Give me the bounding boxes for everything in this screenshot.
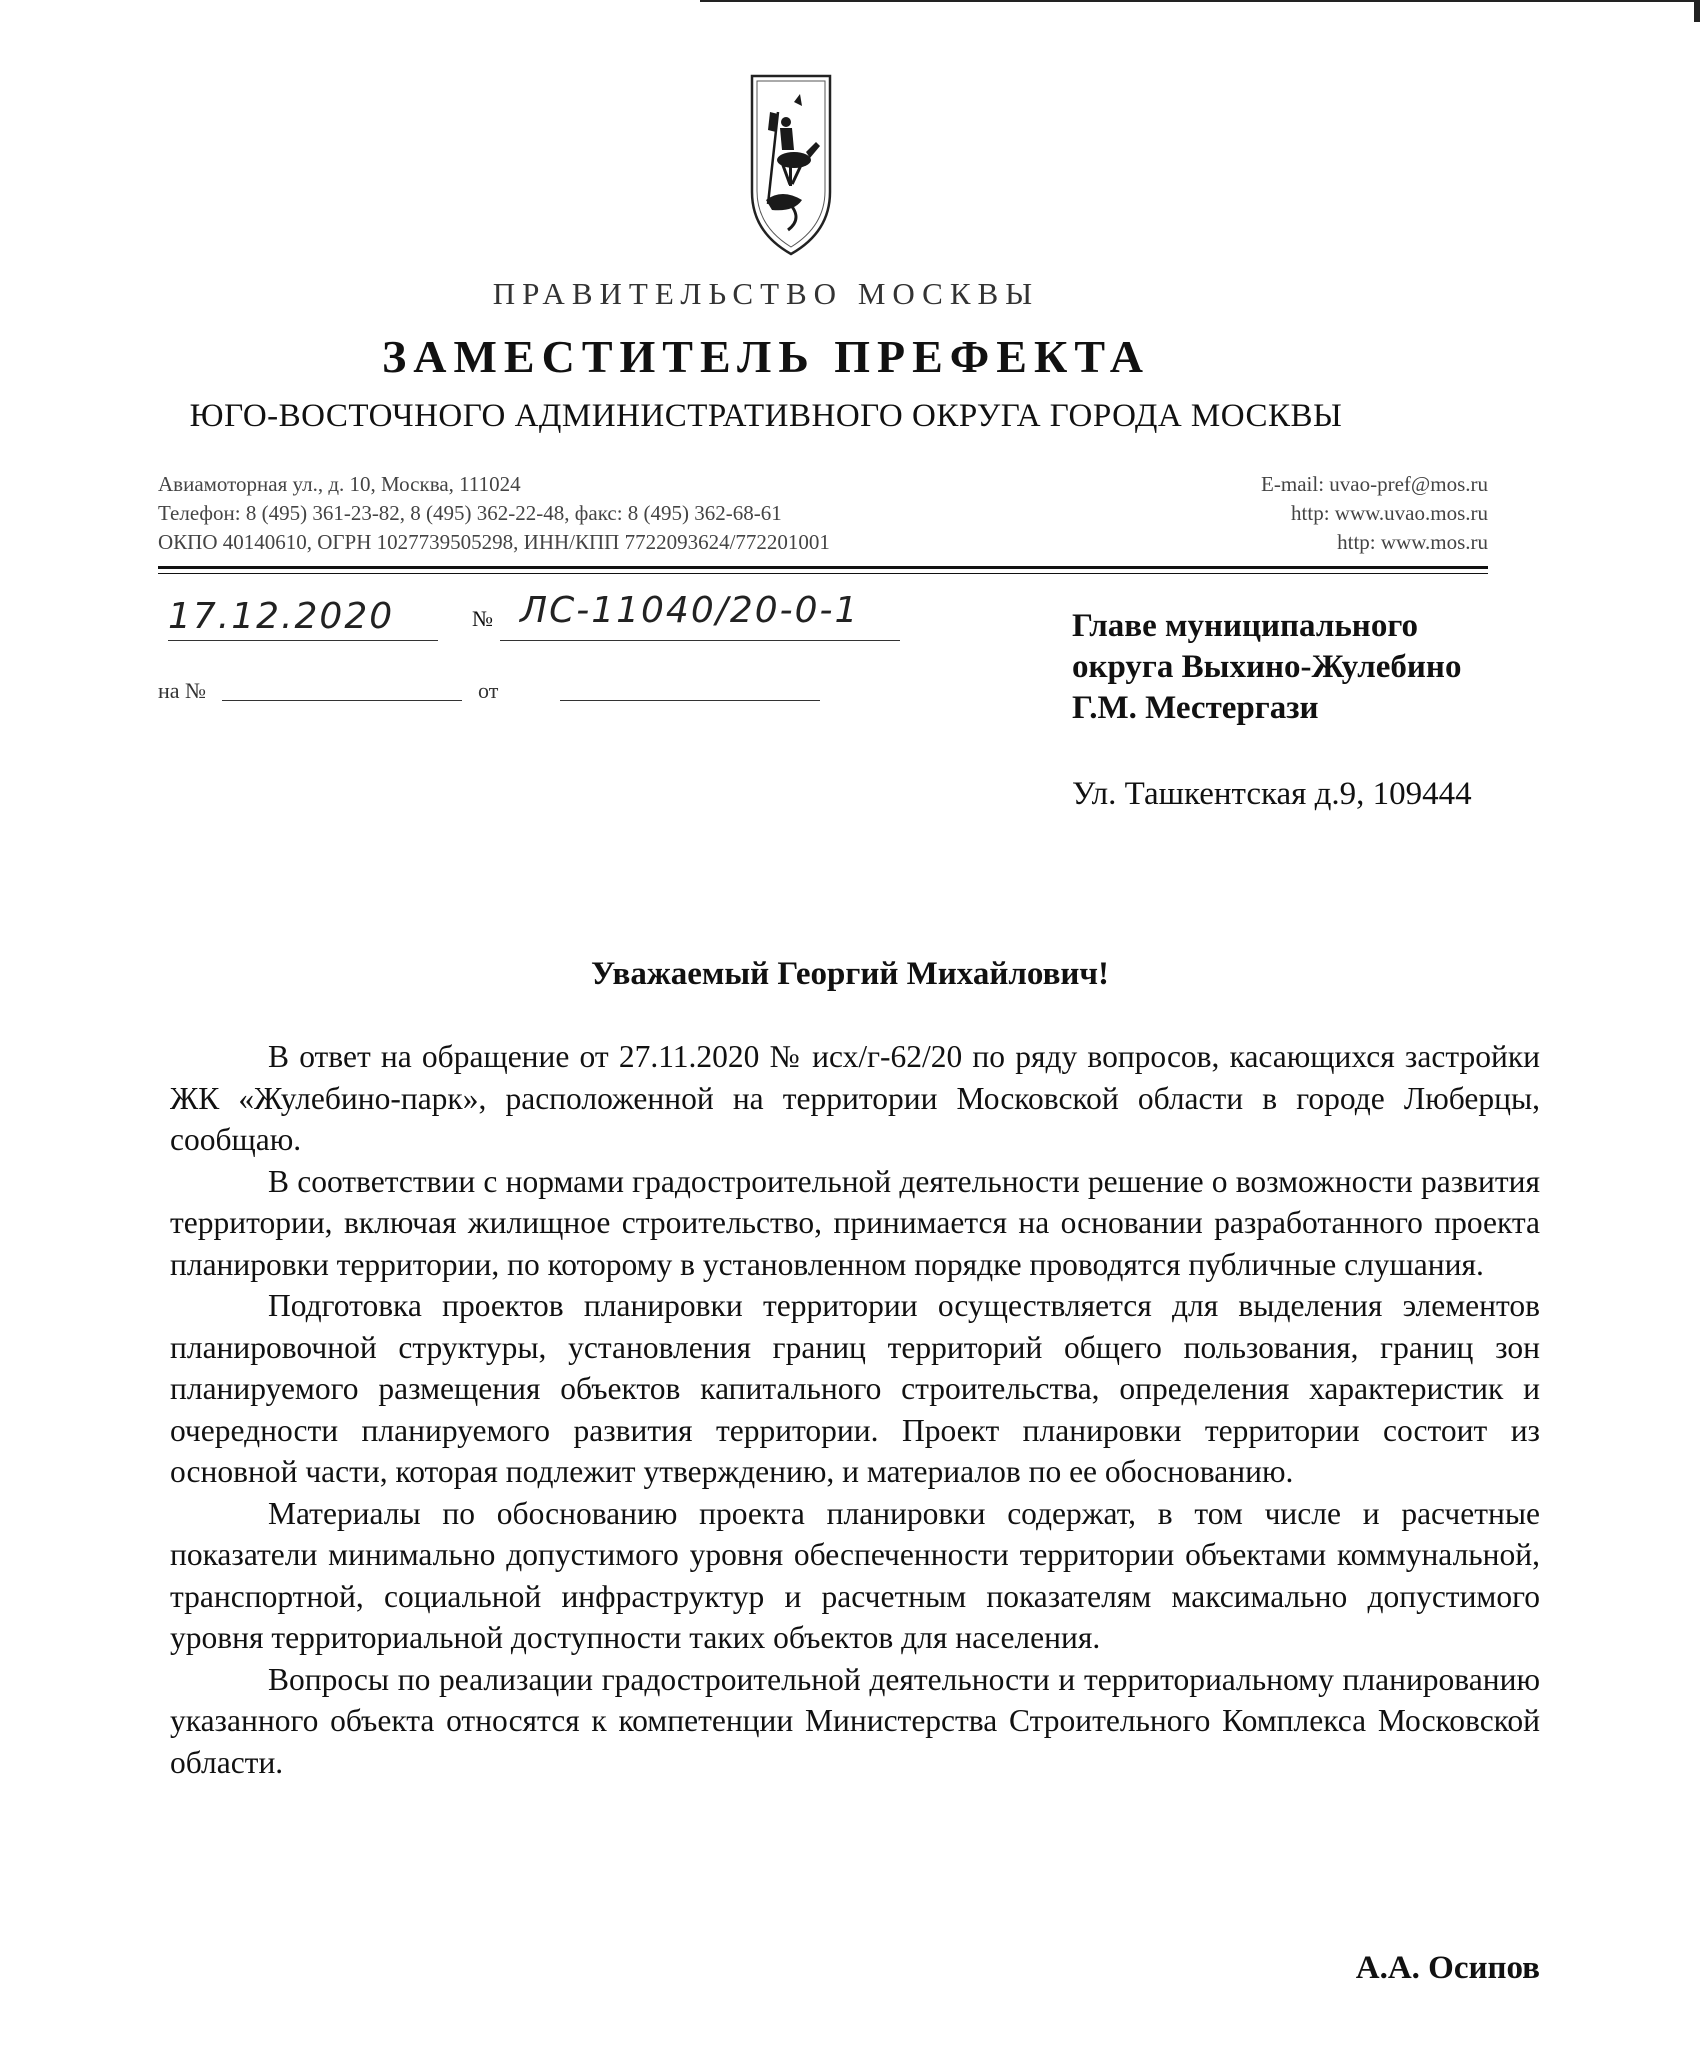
from-label: от xyxy=(478,678,499,703)
letterhead-title: ЗАМЕСТИТЕЛЬ ПРЕФЕКТА xyxy=(382,331,1150,382)
web-contacts-block xyxy=(1261,470,1488,557)
body-paragraph: В соответствии с нормами градостроительной деятельности решение о возможности развития территории, включая жилищное строительство, принимается на основании разработанного проекта планировки территории, по которому в установленном порядке проводятся публичные слушания. xyxy=(170,1163,1540,1282)
website-link: http: www.uvao.mos.ru xyxy=(1291,501,1488,525)
addressee-address: Ул. Ташкентская д.9, 109444 xyxy=(1072,776,1472,812)
salutation: Уважаемый Георгий Михайлович! xyxy=(590,956,1110,992)
in-reply-label: на № xyxy=(158,678,207,703)
header-divider-thin xyxy=(158,573,1488,574)
registration-codes: ОКПО 40140610, ОГРН 1027739505298, ИНН/КПП 7722093624/772201001 xyxy=(158,530,830,554)
phone-line: Телефон: 8 (495) 361-23-82, 8 (495) 362-22-48, факс: 8 (495) 362-68-61 xyxy=(158,501,782,525)
body-paragraph: Вопросы по реализации градостроительной деятельности и территориальному планированию указанного объекта относятся к компетенции Министерства Строительного Комплекса Московской области. xyxy=(170,1661,1540,1780)
number-sign: № xyxy=(472,606,493,631)
government-name: ПРАВИТЕЛЬСТВО МОСКВЫ xyxy=(492,276,1040,311)
in-reply-underline xyxy=(222,700,462,701)
number-underline xyxy=(500,640,900,641)
website-link: http: www.mos.ru xyxy=(1337,530,1488,554)
from-underline xyxy=(560,700,820,701)
date-underline xyxy=(168,640,438,641)
moscow-coat-of-arms-icon xyxy=(748,72,834,258)
body-paragraph: Материалы по обоснованию проекта планировки содержат, в том числе и расчетные показатели минимально допустимого уровня обеспеченности территории объектами коммунальной, транспортной, социальной инфраструктур и расчетным показателям максимально допустимого уровня территориальной доступности таких объектов для населения. xyxy=(170,1495,1540,1655)
addressee-line: Главе муниципального xyxy=(1072,608,1418,644)
body-paragraph: В ответ на обращение от 27.11.2020 № исх/г-62/20 по ряду вопросов, касающихся застройки ЖК «Жулебино-парк», расположенной на территории Московской области в городе Люберцы, сообщаю. xyxy=(170,1039,1540,1157)
addressee-line: округа Выхино-Жулебино xyxy=(1072,649,1462,685)
addressee-block xyxy=(1072,606,1461,729)
email-address: E-mail: uvao-pref@mos.ru xyxy=(1261,472,1488,496)
letterhead-subtitle: ЮГО-ВОСТОЧНОГО АДМИНИСТРАТИВНОГО ОКРУГА ГОРОДА МОСКВЫ xyxy=(189,398,1343,434)
contacts-block xyxy=(158,470,830,557)
scan-edge-mark xyxy=(1694,0,1700,22)
registration-number: ЛС-11040/20-0-1 xyxy=(520,590,860,631)
letter-body xyxy=(170,1036,1540,1783)
scan-edge xyxy=(700,0,1700,2)
registration-date: 17.12.2020 xyxy=(168,596,395,637)
header-divider xyxy=(158,566,1488,569)
office-address: Авиамоторная ул., д. 10, Москва, 111024 xyxy=(158,472,521,496)
signatory-name: А.А. Осипов xyxy=(1355,1950,1540,1986)
addressee-name: Г.М. Местергази xyxy=(1072,690,1319,726)
body-paragraph: Подготовка проектов планировки территории осуществляется для выделения элементов планировочной структуры, установления границ территорий общего пользования, границ зон планируемого размещения объектов капитального строительства, определения характеристик и очередности планируемого развития территории. Проект планировки территории состоит из основной части, которая подлежит утверждению, и материалов по ее обоснованию. xyxy=(170,1288,1540,1489)
